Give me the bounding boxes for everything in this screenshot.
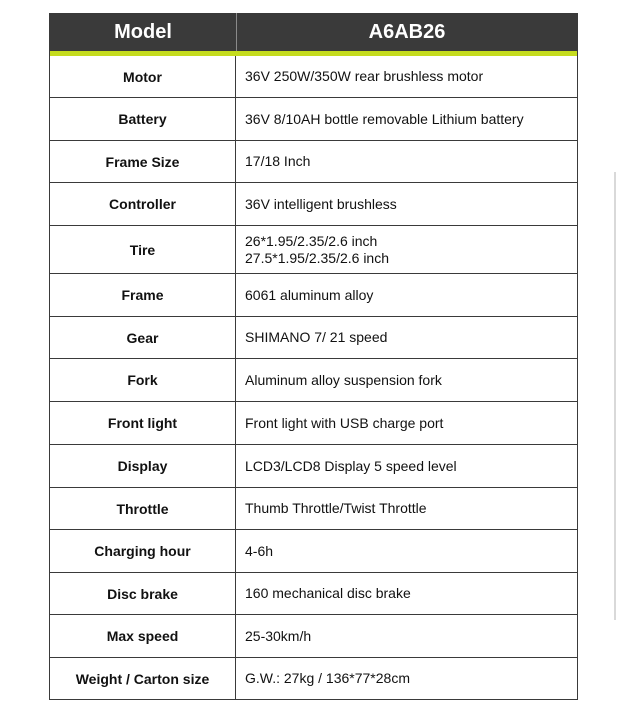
spec-value-line: 36V 250W/350W rear brushless motor <box>245 68 484 84</box>
table-row <box>50 140 577 182</box>
table-row <box>50 56 577 97</box>
spec-value <box>236 445 577 487</box>
spec-value-line: Thumb Throttle/Twist Throttle <box>245 500 427 516</box>
spec-value-line: SHIMANO 7/ 21 speed <box>245 329 388 345</box>
spec-value-line: 6061 aluminum alloy <box>245 286 374 303</box>
spec-value <box>236 359 577 401</box>
spec-label: Max speed <box>50 615 236 657</box>
spec-value <box>236 658 577 699</box>
table-row <box>50 572 577 614</box>
header-model-label: Model <box>50 13 237 51</box>
spec-label: Throttle <box>50 488 236 529</box>
spec-value-line: 36V 8/10AH bottle removable Lithium battery <box>245 110 524 127</box>
spec-label: Weight / Carton size <box>50 658 236 699</box>
spec-value <box>236 183 577 225</box>
table-row <box>50 657 577 699</box>
spec-label: Display <box>50 445 236 487</box>
spec-value-line: Aluminum alloy suspension fork <box>245 371 442 388</box>
spec-value <box>236 530 577 572</box>
spec-label: Disc brake <box>50 573 236 614</box>
spec-label: Motor <box>50 56 236 97</box>
table-row <box>50 225 577 273</box>
spec-label: Battery <box>50 98 236 140</box>
spec-label: Front light <box>50 402 236 444</box>
page-edge-divider <box>614 172 616 620</box>
spec-label: Gear <box>50 317 236 358</box>
table-row <box>50 97 577 140</box>
table-body <box>50 56 577 699</box>
spec-value-line: G.W.: 27kg / 136*77*28cm <box>245 670 410 686</box>
table-row <box>50 487 577 529</box>
spec-value-line: 27.5*1.95/2.35/2.6 inch <box>245 249 390 266</box>
spec-value <box>236 98 577 140</box>
spec-value <box>236 56 577 97</box>
table-row <box>50 316 577 358</box>
spec-value <box>236 317 577 358</box>
spec-value-line: 26*1.95/2.35/2.6 inch <box>245 232 378 249</box>
spec-value <box>236 615 577 657</box>
table-row <box>50 358 577 401</box>
spec-value-line: Front light with USB charge port <box>245 414 444 431</box>
spec-value-line: 17/18 Inch <box>245 153 311 169</box>
spec-value <box>236 141 577 182</box>
spec-value-line: 160 mechanical disc brake <box>245 585 411 601</box>
spec-value-line: 36V intelligent brushless <box>245 195 397 212</box>
spec-value-line: LCD3/LCD8 Display 5 speed level <box>245 457 457 474</box>
table-row <box>50 529 577 572</box>
spec-value-line: 4-6h <box>245 542 274 559</box>
table-row <box>50 182 577 225</box>
header-model-value: A6AB26 <box>368 20 446 43</box>
spec-label: Frame Size <box>50 141 236 182</box>
spec-value <box>236 573 577 614</box>
table-header <box>50 13 577 51</box>
spec-table <box>49 13 578 700</box>
table-row <box>50 401 577 444</box>
spec-value <box>236 226 577 273</box>
spec-value-line: 25-30km/h <box>245 627 312 644</box>
spec-label: Controller <box>50 183 236 225</box>
spec-value <box>236 402 577 444</box>
spec-label: Fork <box>50 359 236 401</box>
spec-label: Charging hour <box>50 530 236 572</box>
spec-label: Frame <box>50 274 236 316</box>
spec-value <box>236 488 577 529</box>
table-row <box>50 614 577 657</box>
table-row <box>50 444 577 487</box>
spec-value <box>236 274 577 316</box>
table-row <box>50 273 577 316</box>
spec-label: Tire <box>50 226 236 273</box>
